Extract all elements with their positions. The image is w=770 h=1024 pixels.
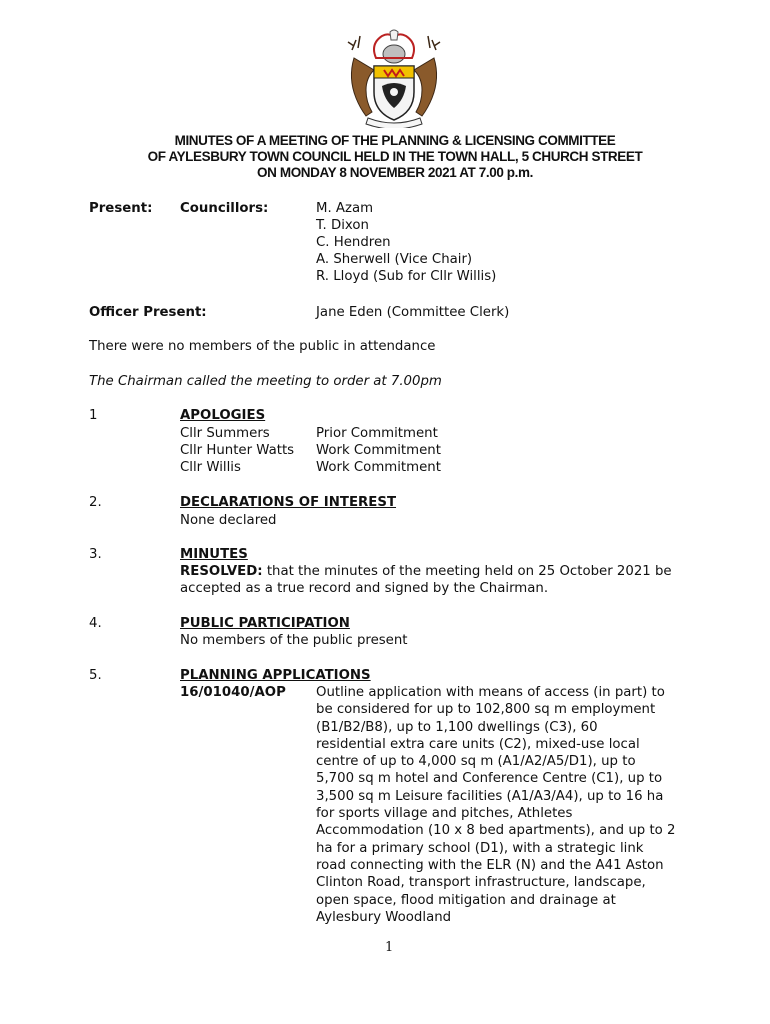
description-line: open space, flood mitigation and drainage at [316, 892, 616, 908]
title-line-3: ON MONDAY 8 NOVEMBER 2021 AT 7.00 p.m. [257, 165, 533, 180]
officer-name: Jane Eden (Committee Clerk) [316, 305, 510, 320]
item-number: 5. [89, 668, 102, 683]
councillors-label: Councillors: [180, 201, 269, 216]
description-line: ha for a primary school (D1), with a strategic link [316, 840, 644, 856]
application-description [316, 684, 716, 926]
description-line: (B1/B2/B8), up to 1,100 dwellings (C3), 60 [316, 719, 598, 735]
application-reference: 16/01040/AOP [180, 685, 286, 700]
apologies-heading: APOLOGIES [180, 408, 266, 423]
item-number: 2. [89, 495, 102, 510]
planning-heading: PLANNING APPLICATIONS [180, 668, 371, 683]
description-line: Accommodation (10 x 8 bed apartments), and up to 2 [316, 823, 676, 839]
apology-reason: Work Commitment [316, 443, 441, 458]
description-line: 3,500 sq m Leisure facilities (A1/A3/A4), up to 16 ha [316, 788, 664, 804]
description-line: 5,700 sq m hotel and Conference Centre (C1), up to [316, 771, 663, 787]
item-number: 4. [89, 616, 102, 631]
public-participation-text: No members of the public present [180, 633, 408, 648]
apology-name: Cllr Willis [180, 460, 241, 475]
description-line: residential extra care units (C2), mixed-use local [316, 736, 640, 752]
councillor-name: R. Lloyd (Sub for Cllr Willis) [316, 269, 497, 284]
description-line: road connecting with the ELR (N) and the A41 Aston [316, 857, 664, 873]
apology-name: Cllr Hunter Watts [180, 443, 295, 458]
resolution-text: that the minutes of the meeting held on 25 October 2021 be [266, 564, 672, 579]
public-participation-heading: PUBLIC PARTICIPATION [180, 616, 350, 631]
description-line: for sports village and pitches, Athletes [316, 806, 573, 822]
councillor-name: T. Dixon [316, 218, 369, 233]
apologies-reasons [316, 425, 441, 476]
item-number: 1 [89, 408, 98, 423]
minutes-title [60, 133, 730, 181]
title-line-2: OF AYLESBURY TOWN COUNCIL HELD IN THE TOWN HALL, 5 CHURCH STREET [147, 149, 643, 164]
apology-name: Cllr Summers [180, 426, 270, 441]
minutes-resolution-line-1 [180, 563, 672, 580]
description-line: Outline application with means of access (in part) to [316, 685, 665, 700]
chairman-note: The Chairman called the meeting to order at 7.00pm [89, 374, 442, 389]
description-line: Clinton Road, transport infrastructure, landscape, [316, 875, 646, 891]
declarations-text: None declared [180, 513, 277, 528]
apology-reason: Work Commitment [316, 460, 441, 475]
council-crest-logo [346, 28, 442, 128]
apologies-names [180, 425, 294, 476]
item-number: 3. [89, 547, 102, 562]
declarations-heading: DECLARATIONS OF INTEREST [180, 495, 397, 510]
officer-label: Officer Present: [89, 305, 207, 320]
present-label: Present: [89, 201, 153, 216]
apology-reason: Prior Commitment [316, 426, 438, 441]
councillor-name: M. Azam [316, 201, 374, 216]
description-line: be considered for up to 102,800 sq m employment [316, 702, 656, 718]
public-note: There were no members of the public in attendance [89, 339, 436, 354]
resolved-label: RESOLVED: [180, 564, 263, 579]
councillor-name: A. Sherwell (Vice Chair) [316, 252, 473, 267]
councillors-list [316, 200, 496, 285]
description-line: Aylesbury Woodland [316, 909, 452, 925]
minutes-resolution-line-2: accepted as a true record and signed by the Chairman. [180, 581, 549, 596]
councillor-name: C. Hendren [316, 235, 391, 250]
page-number: 1 [385, 940, 394, 955]
title-line-1: MINUTES OF A MEETING OF THE PLANNING & LICENSING COMMITTEE [174, 133, 616, 148]
description-line: centre of up to 4,000 sq m (A1/A2/A5/D1), up to [316, 754, 636, 770]
minutes-heading: MINUTES [180, 547, 248, 562]
